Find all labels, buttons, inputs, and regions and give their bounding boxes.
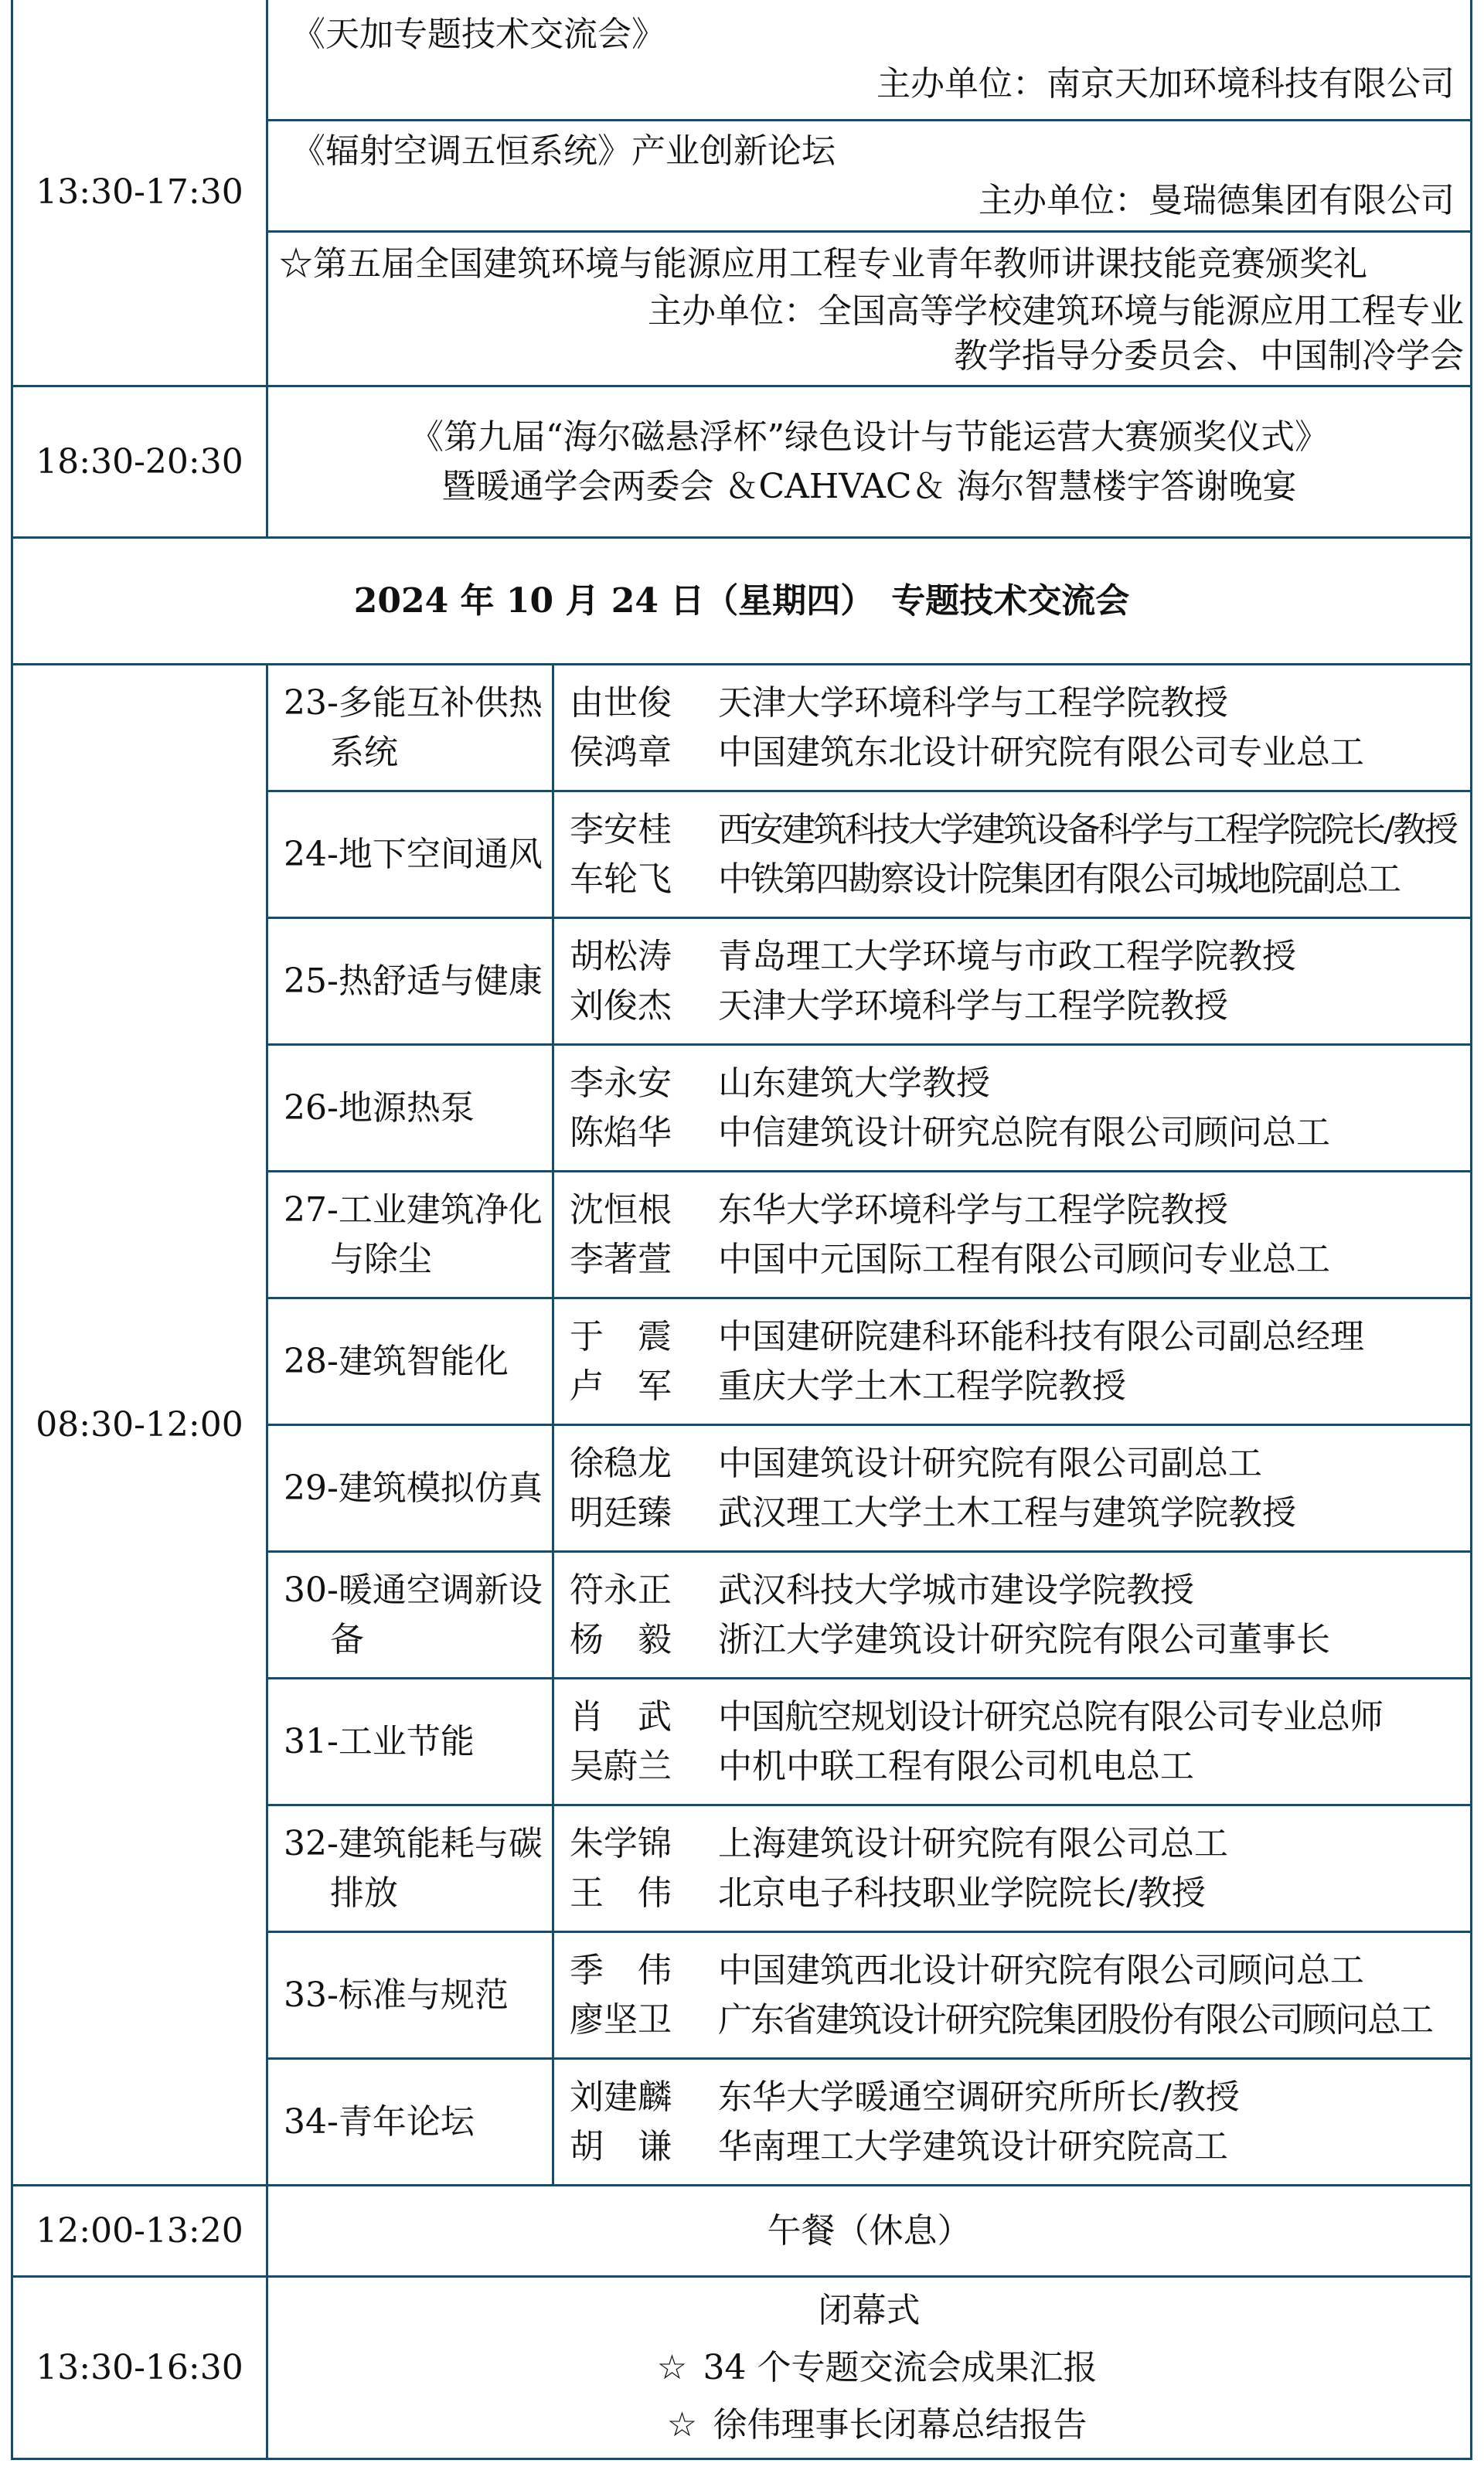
person-name: 陈焰华 — [570, 1112, 672, 1152]
person-row — [570, 1312, 1462, 1362]
time-lunch: 12:00-13:20 — [12, 2186, 267, 2277]
closing-item-text: 34 个专题交流会成果汇报 — [703, 2347, 1098, 2387]
time-closing: 13:30-16:30 — [12, 2277, 267, 2459]
person-name: 于 震 — [570, 1316, 672, 1356]
person-row — [570, 2122, 1462, 2172]
person-row — [570, 1566, 1462, 1615]
person-name: 符永正 — [570, 1570, 672, 1610]
session-topic — [267, 1298, 553, 1425]
person-affiliation: 中国中元国际工程有限公司顾问专业总工 — [718, 1239, 1330, 1279]
session-topic — [267, 791, 553, 918]
person-row — [570, 1996, 1462, 2045]
person-affiliation: 华南理工大学建筑设计研究院高工 — [718, 2126, 1228, 2166]
event-tica — [267, 0, 1472, 121]
person-row — [570, 1108, 1462, 1158]
topic-text: 27-工业建筑净化与除尘 — [284, 1189, 543, 1279]
closing-ceremony — [267, 2277, 1472, 2459]
session-topic — [267, 1932, 553, 2059]
person-name: 朱学锦 — [570, 1823, 672, 1863]
session-people — [553, 665, 1472, 791]
person-name: 侯鸿章 — [570, 732, 672, 772]
topic-text: 32-建筑能耗与碳排放 — [284, 1823, 543, 1913]
session-people — [553, 1932, 1472, 2059]
person-affiliation: 上海建筑设计研究院有限公司总工 — [718, 1823, 1228, 1863]
person-row — [570, 1186, 1462, 1235]
time-afternoon: 13:30-17:30 — [12, 0, 267, 386]
person-affiliation: 广东省建筑设计研究院集团股份有限公司顾问总工 — [718, 1999, 1432, 2040]
evening-line: 暨暖通学会两委会 ＆CAHVAC＆ 海尔智慧楼宇答谢晚宴 — [441, 466, 1297, 506]
person-row — [570, 679, 1462, 728]
person-name: 李安桂 — [570, 809, 672, 849]
person-name: 沈恒根 — [570, 1189, 672, 1230]
session-people — [553, 1805, 1472, 1932]
person-affiliation: 青岛理工大学环境与市政工程学院教授 — [718, 936, 1296, 976]
person-row — [570, 1742, 1462, 1792]
topic-text: 28-建筑智能化 — [284, 1341, 509, 1381]
session-topic — [267, 1425, 553, 1552]
person-row — [570, 1615, 1462, 1665]
person-name: 李著萱 — [570, 1239, 672, 1279]
person-name: 徐稳龙 — [570, 1443, 672, 1483]
person-affiliation: 东华大学暖通空调研究所所长/教授 — [718, 2077, 1240, 2117]
person-name: 季 伟 — [570, 1950, 672, 1990]
session-people — [553, 1298, 1472, 1425]
person-name: 明廷臻 — [570, 1492, 672, 1533]
person-affiliation: 武汉科技大学城市建设学院教授 — [718, 1570, 1194, 1610]
person-name: 李永安 — [570, 1063, 672, 1103]
session-topic — [267, 918, 553, 1045]
person-row — [570, 1693, 1462, 1742]
person-row — [570, 2073, 1462, 2122]
session-people — [553, 791, 1472, 918]
person-affiliation: 武汉理工大学土木工程与建筑学院教授 — [718, 1492, 1296, 1533]
person-affiliation: 中国建筑西北设计研究院有限公司顾问总工 — [718, 1950, 1364, 1990]
session-topic — [267, 1805, 553, 1932]
closing-item — [268, 2339, 1470, 2397]
time-morning: 08:30-12:00 — [12, 665, 267, 2186]
person-name: 胡松涛 — [570, 936, 672, 976]
person-affiliation: 中国航空规划设计研究总院有限公司专业总师 — [718, 1696, 1383, 1737]
topic-text: 30-暖通空调新设备 — [284, 1570, 543, 1659]
session-topic — [267, 2059, 553, 2186]
person-affiliation: 中国建研院建科环能科技有限公司副总经理 — [718, 1316, 1364, 1356]
person-affiliation: 山东建筑大学教授 — [718, 1063, 990, 1103]
session-topic — [267, 1045, 553, 1172]
person-name: 王 伟 — [570, 1873, 672, 1913]
star-icon: ☆ — [656, 2347, 688, 2387]
person-row — [570, 805, 1462, 855]
person-name: 刘建麟 — [570, 2077, 672, 2117]
evening-event — [267, 386, 1472, 538]
person-affiliation: 中铁第四勘察设计院集团有限公司城地院副总工 — [718, 859, 1400, 899]
person-affiliation: 中国建筑设计研究院有限公司副总工 — [718, 1443, 1262, 1483]
person-name: 杨 毅 — [570, 1619, 672, 1659]
session-people — [553, 1425, 1472, 1552]
session-topic — [267, 1552, 553, 1679]
person-row — [570, 728, 1462, 778]
person-row — [570, 1946, 1462, 1996]
session-topic — [267, 1679, 553, 1805]
event-title: ☆第五届全国建筑环境与能源应用工程专业青年教师讲课技能竞赛颁奖礼 — [279, 243, 1367, 284]
person-affiliation: 重庆大学土木工程学院教授 — [718, 1366, 1126, 1406]
person-affiliation: 中信建筑设计研究总院有限公司顾问总工 — [718, 1112, 1330, 1152]
evening-line: 《第九届“海尔磁悬浮杯”绿色设计与节能运营大赛颁奖仪式》 — [410, 417, 1329, 457]
person-name: 刘俊杰 — [570, 985, 672, 1026]
person-name: 由世俊 — [570, 682, 672, 723]
person-name: 廖坚卫 — [570, 1999, 672, 2040]
person-row — [570, 1362, 1462, 1411]
topic-text: 26-地源热泵 — [284, 1087, 475, 1128]
person-name: 吴蔚兰 — [570, 1746, 672, 1786]
session-people — [553, 1679, 1472, 1805]
person-row — [570, 1819, 1462, 1869]
event-host-line: 教学指导分委员会、中国制冷学会 — [954, 335, 1464, 376]
person-row — [570, 1439, 1462, 1489]
person-affiliation: 中机中联工程有限公司机电总工 — [718, 1746, 1194, 1786]
person-row — [570, 1059, 1462, 1108]
event-teacher-award — [267, 232, 1472, 386]
event-radiant-forum — [267, 121, 1472, 232]
person-name: 卢 军 — [570, 1366, 672, 1406]
topic-text: 33-标准与规范 — [284, 1975, 509, 2015]
lunch-text: 午餐（休息） — [267, 2186, 1472, 2277]
topic-text: 34-青年论坛 — [284, 2101, 475, 2142]
topic-text: 29-建筑模拟仿真 — [284, 1468, 543, 1508]
event-host-line: 主办单位：全国高等学校建筑环境与能源应用工程专业 — [648, 291, 1464, 331]
time-evening: 18:30-20:30 — [12, 386, 267, 538]
person-name: 肖 武 — [570, 1696, 672, 1737]
person-row — [570, 982, 1462, 1031]
person-name: 胡 谦 — [570, 2126, 672, 2166]
event-host: 主办单位：曼瑞德集团有限公司 — [979, 180, 1455, 220]
closing-item-text: 徐伟理事长闭幕总结报告 — [713, 2404, 1087, 2445]
closing-item — [268, 2397, 1470, 2454]
session-people — [553, 1552, 1472, 1679]
session-people — [553, 2059, 1472, 2186]
person-row — [570, 1869, 1462, 1918]
person-affiliation: 东华大学环境科学与工程学院教授 — [718, 1189, 1228, 1230]
person-affiliation: 西安建筑科技大学建筑设备科学与工程学院院长/教授 — [718, 809, 1456, 849]
session-topic — [267, 665, 553, 791]
person-affiliation: 中国建筑东北设计研究院有限公司专业总工 — [718, 732, 1364, 772]
schedule-table — [11, 0, 1472, 2460]
session-people — [553, 918, 1472, 1045]
topic-text: 23-多能互补供热系统 — [284, 682, 543, 772]
event-title: 《辐射空调五恒系统》产业创新论坛 — [291, 131, 836, 171]
person-affiliation: 浙江大学建筑设计研究院有限公司董事长 — [718, 1619, 1330, 1659]
session-topic — [267, 1172, 553, 1298]
topic-text: 24-地下空间通风 — [284, 834, 543, 874]
person-row — [570, 1489, 1462, 1538]
topic-text: 25-热舒适与健康 — [284, 961, 543, 1001]
person-affiliation: 北京电子科技职业学院院长/教授 — [718, 1873, 1206, 1913]
session-people — [553, 1172, 1472, 1298]
event-host: 主办单位：南京天加环境科技有限公司 — [876, 63, 1455, 104]
person-row — [570, 855, 1462, 904]
person-row — [570, 1235, 1462, 1285]
event-title: 《天加专题技术交流会》 — [291, 14, 665, 54]
person-affiliation: 天津大学环境科学与工程学院教授 — [718, 985, 1228, 1026]
day-header: 2024 年 10 月 24 日（星期四） 专题技术交流会 — [12, 538, 1472, 665]
closing-title: 闭幕式 — [818, 2290, 921, 2330]
session-people — [553, 1045, 1472, 1172]
person-name: 车轮飞 — [570, 859, 672, 899]
person-row — [570, 932, 1462, 982]
star-icon: ☆ — [666, 2404, 698, 2445]
topic-text: 31-工业节能 — [284, 1721, 475, 1761]
person-affiliation: 天津大学环境科学与工程学院教授 — [718, 682, 1228, 723]
